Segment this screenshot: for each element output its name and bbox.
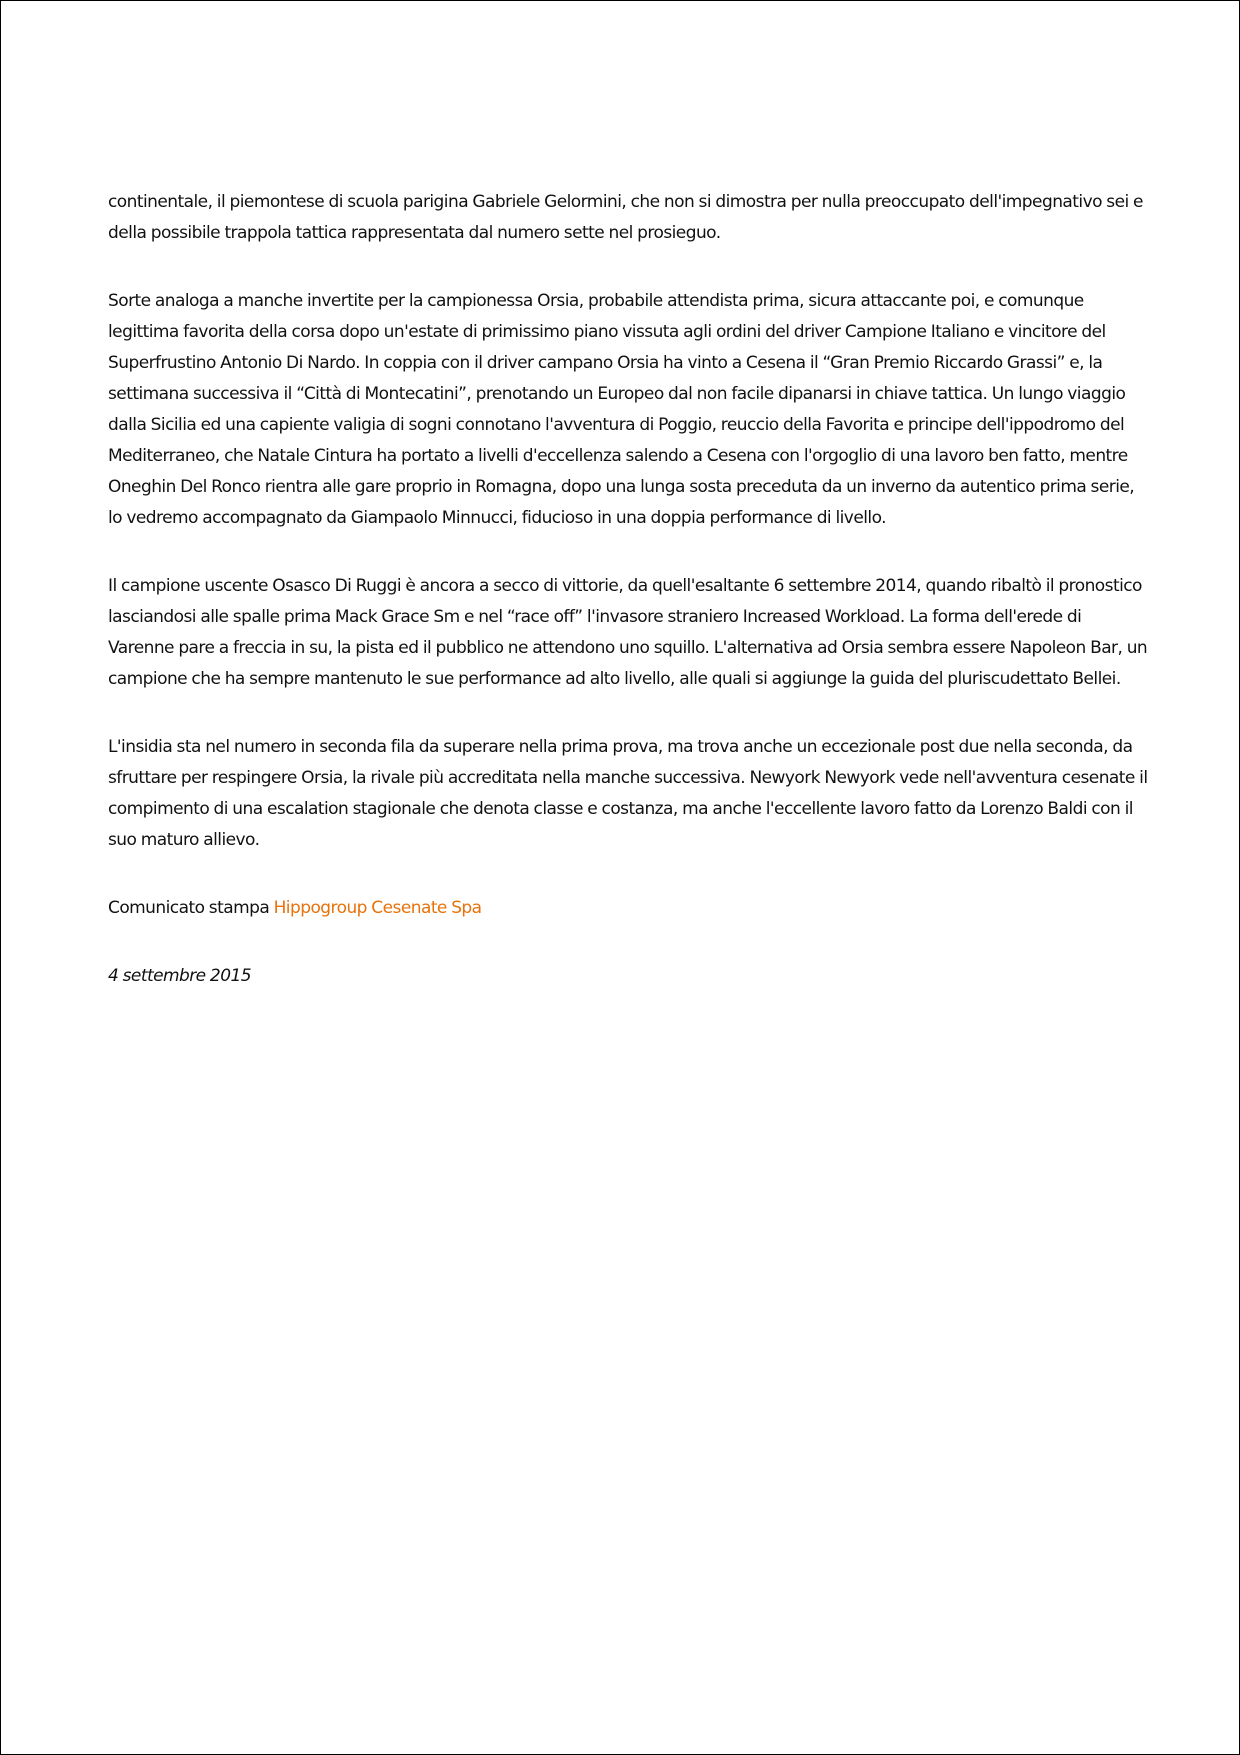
document-body (108, 187, 1148, 1029)
paragraph-2: Sorte analoga a manche invertite per la campionessa Orsia, probabile attendista prima, sicura attaccante poi, e comunque legittima favorita della corsa dopo un'estate di primissimo piano vissuta agli ordini del driver Campione Italiano e vincitore del Superfrustino Antonio Di Nardo. In coppia con il driver campano Orsia ha vinto a Cesena il “Gran Premio Riccardo Grassi” e, la settimana successiva il “Città di Montecatini”, prenotando un Europeo dal non facile dipanarsi in chiave tattica. Un lungo viaggio dalla Sicilia ed una capiente valigia di sogni connotano l'avventura di Poggio, reuccio della Favorita e principe dell'ippodromo del Mediterraneo, che Natale Cintura ha portato a livelli d'eccellenza salendo a Cesena con l'orgoglio di una lavoro ben fatto, mentre Oneghin Del Ronco rientra alle gare proprio in Romagna, dopo una lunga sosta preceduta da un inverno da autentico prima serie, lo vedremo accompagnato da Giampaolo Minnucci, fiducioso in una doppia performance di livello. (108, 291, 1135, 528)
paragraph-3: Il campione uscente Osasco Di Ruggi è ancora a secco di vittorie, da quell'esaltante 6 settembre 2014, quando ribaltò il pronostico lasciandosi alle spalle prima Mack Grace Sm e nel “race off” l'invasore straniero Increased Workload. La forma dell'erede di Varenne pare a freccia in su, la pista ed il pubblico ne attendono uno squillo. L'alternativa ad Orsia sembra essere Napoleon Bar, un campione che ha sempre mantenuto le sue performance ad alto livello, alle quali si aggiunge la guida del pluriscudettato Bellei. (108, 576, 1148, 689)
paragraph-4: L'insidia sta nel numero in seconda fila da superare nella prima prova, ma trova anche un eccezionale post due nella seconda, da sfruttare per respingere Orsia, la rivale più accreditata nella manche successiva. Newyork Newyork vede nell'avventura cesenate il compimento di una escalation stagionale che denota classe e costanza, ma anche l'eccellente lavoro fatto da Lorenzo Baldi con il suo maturo allievo. (108, 737, 1148, 850)
hippogroup-link[interactable]: Hippogroup Cesenate Spa (273, 898, 482, 918)
press-release-label: Comunicato stampa (108, 898, 270, 918)
publication-date: 4 settembre 2015 (108, 966, 251, 986)
press-release-line (108, 893, 1148, 924)
paragraph-1: continentale, il piemontese di scuola parigina Gabriele Gelormini, che non si dimostra per nulla preoccupato dell'impegnativo sei e della possibile trappola tattica rappresentata dal numero sette nel prosieguo. (108, 192, 1143, 243)
